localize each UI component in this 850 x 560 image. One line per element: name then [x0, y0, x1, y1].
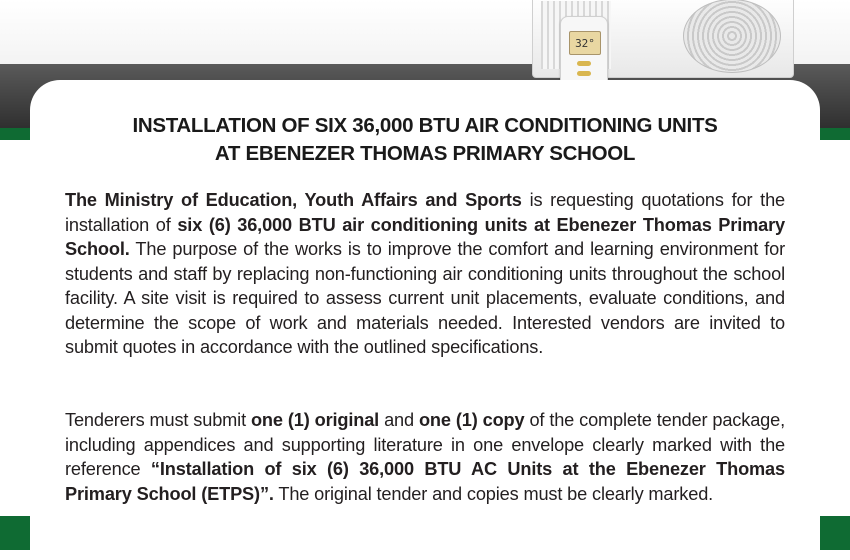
- copy-count: one (1) copy: [418, 410, 525, 430]
- remote-display: 32°: [569, 31, 601, 55]
- paragraph-text: of the complete tender package, including appendices and supporting literature in one envelope clearly marked with the reference: [65, 410, 785, 479]
- ac-fan: [683, 0, 781, 73]
- original-count: one (1) original: [250, 410, 380, 430]
- paragraph-text: Tenderers must submit: [65, 410, 251, 430]
- title-line-1: INSTALLATION OF SIX 36,000 BTU AIR CONDITIONING UNITS: [132, 114, 718, 137]
- green-accent-bar: [0, 516, 30, 550]
- paragraph-2: [65, 408, 785, 506]
- envelope-reference: “Installation of six (6) 36,000 BTU AC Units at the Ebenezer Thomas Primary School (ETPS)”.: [65, 459, 785, 504]
- paragraph-text: and: [379, 410, 419, 430]
- paragraph-1: [65, 188, 785, 360]
- paragraph-text: is requesting quotations for the installation of: [65, 190, 785, 235]
- remote-button: [577, 61, 591, 66]
- remote-button: [577, 71, 591, 76]
- paragraph-text: The purpose of the works is to improve the comfort and learning environment for students and staff by replacing non-functioning air conditioning units throughout the school facility. A site visit is required to assess current unit placements, evaluate conditions, and determine the scope of work and materials needed. Interested vendors are invited to submit quotes in accordance with the outlined specifications.: [65, 239, 785, 357]
- title-line-2: AT EBENEZER THOMAS PRIMARY SCHOOL: [214, 142, 636, 165]
- ministry-name: The Ministry of Education, Youth Affairs and Sports: [65, 190, 522, 210]
- green-accent-bar: [820, 516, 850, 550]
- notice-title: [0, 112, 850, 168]
- units-description: six (6) 36,000 BTU air conditioning units at Ebenezer Thomas Primary School.: [65, 214, 786, 259]
- paragraph-text: The original tender and copies must be clearly marked.: [273, 483, 714, 504]
